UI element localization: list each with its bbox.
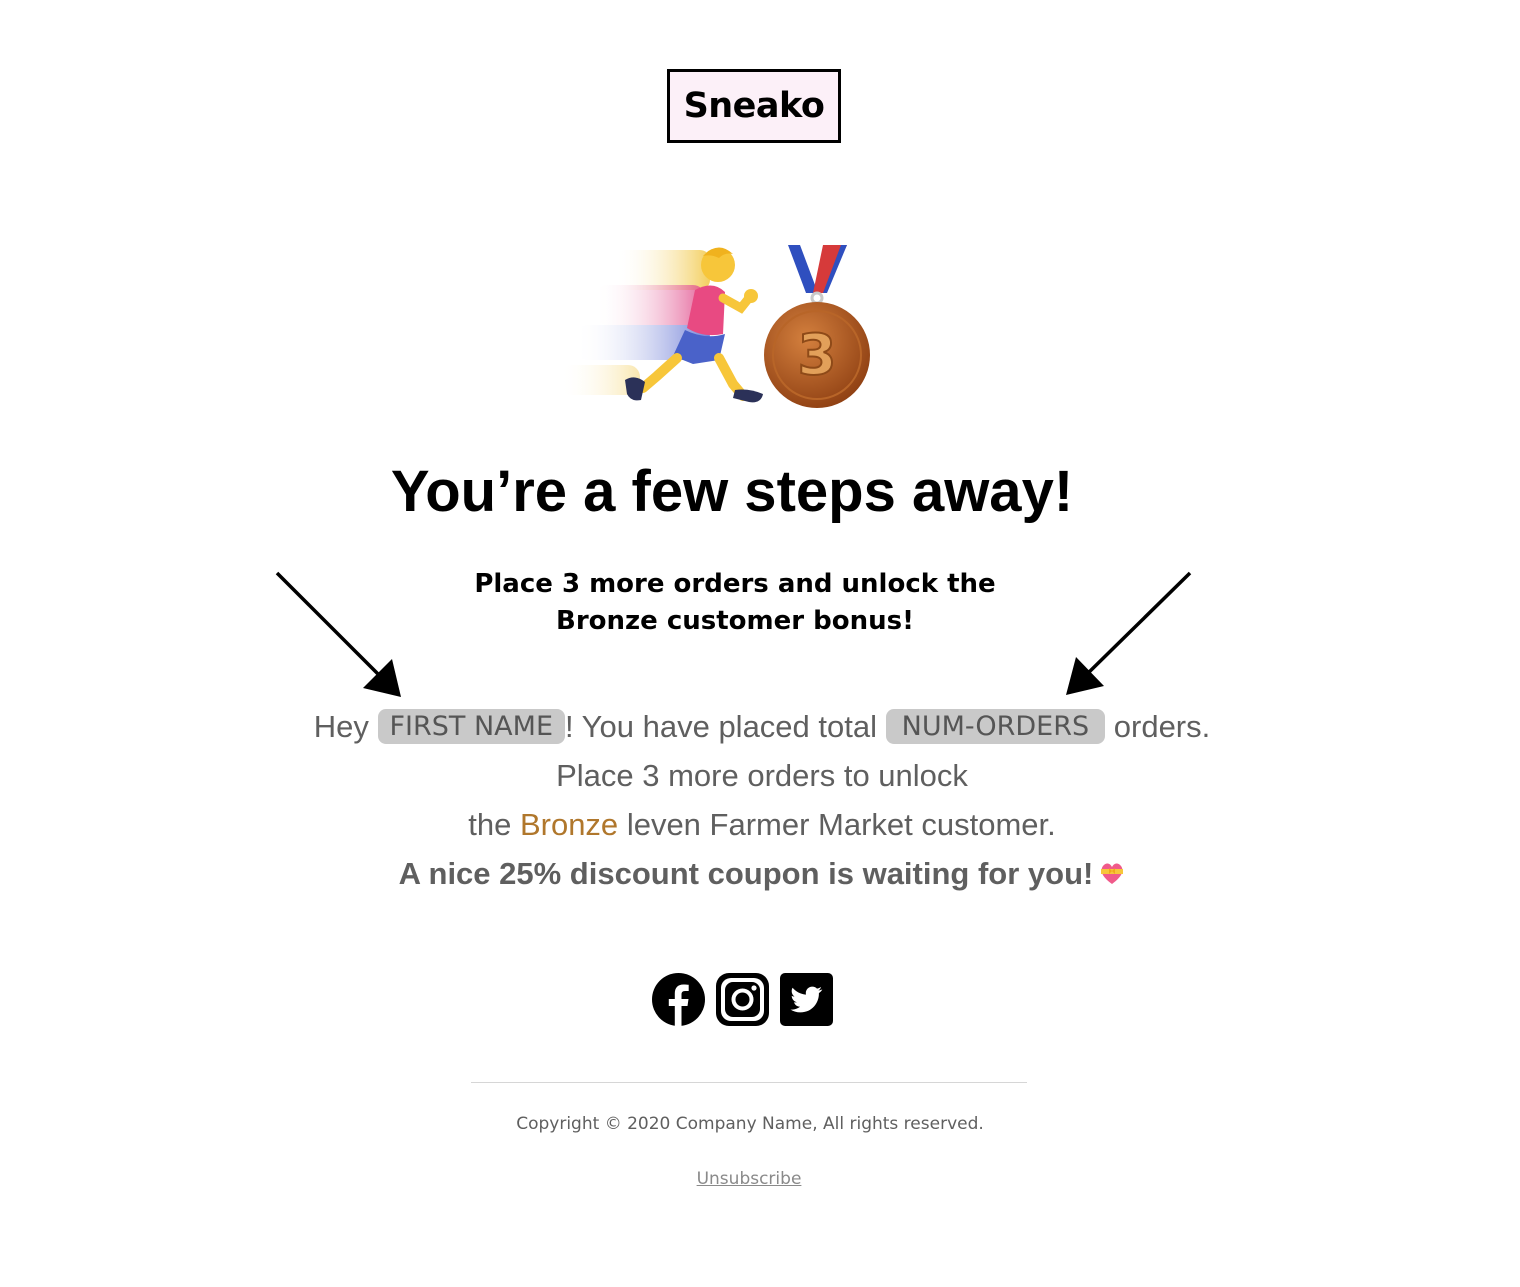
orders-text: orders. xyxy=(1113,709,1211,744)
message-line-1 xyxy=(0,709,1520,745)
footer-divider xyxy=(471,1082,1027,1083)
subheading-line-2: Bronze customer bonus! xyxy=(556,606,914,636)
placed-text: ! You have placed total xyxy=(565,709,877,744)
arrow-to-first-name xyxy=(277,573,401,697)
discount-text: A nice 25% discount coupon is waiting for you! xyxy=(398,856,1094,891)
greeting-text: Hey xyxy=(313,709,369,744)
hero-illustration xyxy=(555,240,885,415)
brand-logo-text: Sneako xyxy=(683,86,825,126)
message-line-4 xyxy=(0,856,1520,892)
line3-prefix: the xyxy=(468,807,512,842)
third-place-medal-emoji xyxy=(764,245,870,408)
twitter-icon[interactable] xyxy=(780,973,833,1026)
first-name-tag: FIRST NAME xyxy=(378,709,566,744)
message-line-2: Place 3 more orders to unlock xyxy=(556,758,968,793)
heart-with-ribbon-icon xyxy=(1099,860,1125,886)
svg-text:3: 3 xyxy=(797,323,837,388)
brand-logo[interactable] xyxy=(667,69,841,143)
unsubscribe-link[interactable]: Unsubscribe xyxy=(696,1169,802,1189)
bronze-highlight: Bronze xyxy=(519,807,619,842)
runner-emoji xyxy=(560,247,763,402)
facebook-icon[interactable] xyxy=(652,973,705,1026)
message-line-3 xyxy=(0,807,1520,843)
subheading-line-1: Place 3 more orders and unlock the xyxy=(474,569,996,599)
line3-suffix: leven Farmer Market customer. xyxy=(626,807,1056,842)
subheading xyxy=(433,566,1037,640)
arrow-to-num-orders xyxy=(1066,573,1190,695)
page-title: You’re a few steps away! xyxy=(390,459,1074,524)
num-orders-tag: NUM-ORDERS xyxy=(886,709,1106,744)
instagram-icon[interactable] xyxy=(716,973,769,1026)
copyright-text: Copyright © 2020 Company Name, All rights reserved. xyxy=(516,1114,984,1134)
social-links xyxy=(652,973,833,1026)
